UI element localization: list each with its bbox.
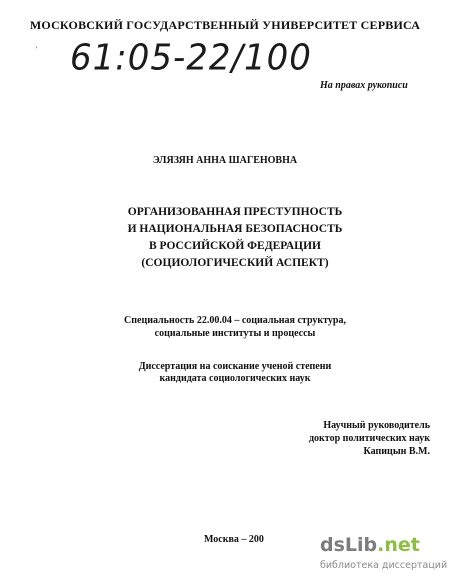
university-name: МОСКОВСКИЙ ГОСУДАРСТВЕННЫЙ УНИВЕРСИТЕТ СЕРВИСА [29, 18, 421, 32]
specialty-line: социальные институты и процессы [154, 328, 316, 339]
logo-main: dsLib [320, 534, 378, 556]
degree-line: кандидата социологических наук [159, 373, 311, 384]
title-line: И НАЦИОНАЛЬНАЯ БЕЗОПАСНОСТЬ [127, 223, 343, 235]
dissertation-degree [0, 361, 450, 385]
supervisor-line: Научный руководитель [323, 420, 430, 431]
logo-tld: .net [377, 534, 420, 556]
title-line: (СОЦИОЛОГИЧЕСКИЙ АСПЕКТ) [141, 257, 329, 269]
title-line: В РОССИЙСКОЙ ФЕДЕРАЦИИ [148, 240, 322, 252]
city-year: Москва – 200 [204, 534, 264, 545]
title-line: ОРГАНИЗОВАННАЯ ПРЕСТУПНОСТЬ [127, 206, 343, 218]
watermark-caption: библиотека диссертаций [320, 560, 448, 571]
handwritten-archive-code: 61:05-22/100 [70, 37, 312, 79]
stray-mark: ' [36, 45, 38, 54]
dslib-watermark [318, 532, 446, 576]
dslib-logo [320, 534, 420, 556]
supervisor-line: доктор политических наук [308, 433, 430, 444]
author-name: ЭЛЯЗЯН АННА ШАГЕНОВНА [152, 155, 298, 166]
supervisor [280, 419, 430, 458]
rights-note: На правах рукописи [320, 80, 408, 91]
degree-line: Диссертация на соискание ученой степени [138, 361, 332, 372]
dissertation-title [0, 204, 450, 272]
specialty-line: Специальность 22.00.04 – социальная структура, [124, 315, 346, 326]
specialty [0, 314, 450, 340]
supervisor-line: Капицын В.М. [363, 446, 430, 457]
